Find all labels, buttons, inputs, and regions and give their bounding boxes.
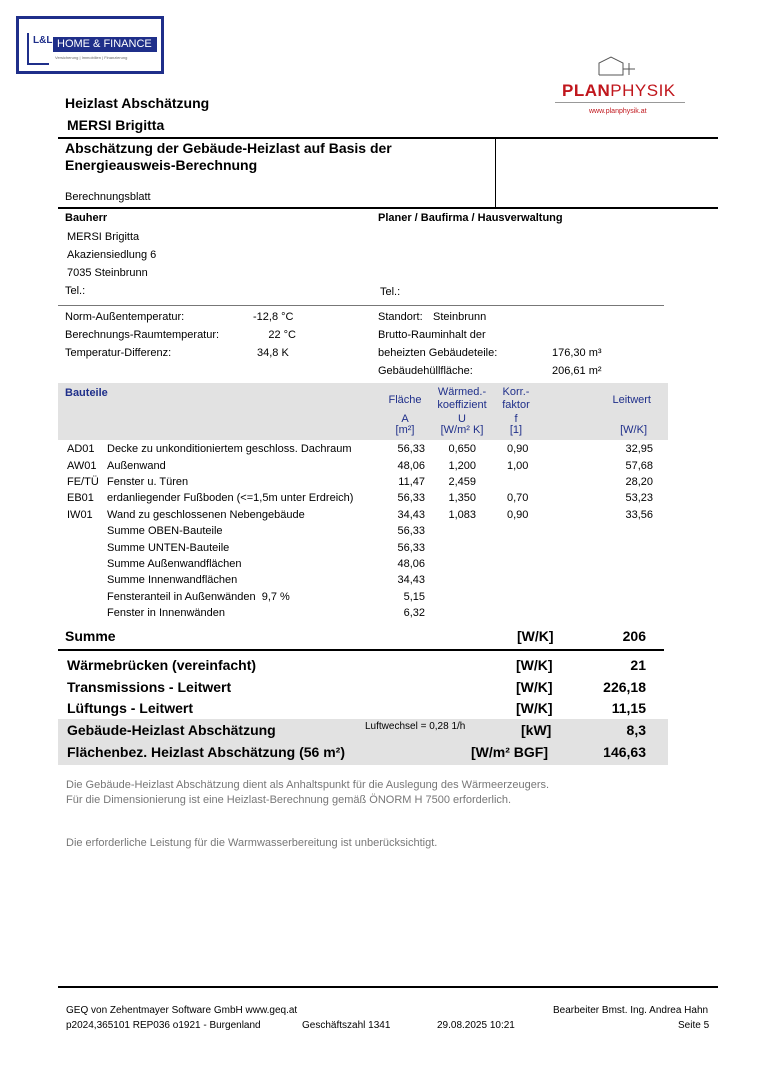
- row-code: AW01: [67, 460, 97, 472]
- footer-software: GEQ von Zehentmayer Software GmbH www.geq.at: [66, 1005, 298, 1016]
- table-header: [58, 383, 668, 440]
- header-bauteile: Bauteile: [65, 387, 108, 399]
- row-lw: 57,68: [625, 460, 653, 472]
- header-korr-1: Korr.-: [502, 386, 530, 398]
- row-desc: Fenster in Innenwänden: [107, 607, 226, 619]
- header-waerme-2: koeffizient: [437, 399, 487, 411]
- row-desc: Summe Innenwandflächen: [107, 574, 238, 586]
- logo-physik: PHYSIK: [610, 81, 676, 100]
- row-desc: erdanliegender Fußboden (<=1,5m unter Erdreich): [107, 492, 354, 504]
- row-desc: Summe OBEN-Bauteile: [107, 525, 223, 537]
- owner-label: Bauherr: [65, 212, 108, 224]
- result-value: 21: [630, 657, 646, 673]
- row-u: 1,200: [448, 460, 476, 472]
- row-u: 1,350: [448, 492, 476, 504]
- note-1: Die Gebäude-Heizlast Abschätzung dient als Anhaltspunkt für die Auslegung des Wärmeerzeugers.: [66, 779, 550, 791]
- row-area: 56,33: [397, 492, 425, 504]
- result-label: Gebäude-Heizlast Abschätzung: [67, 722, 276, 738]
- row-u: 2,459: [448, 476, 476, 488]
- row-lw: 33,56: [625, 509, 653, 521]
- row-desc: Wand zu geschlossenen Nebengebäude: [107, 509, 305, 521]
- row-desc: Decke zu unkonditioniertem geschloss. Dachraum: [107, 443, 352, 455]
- house-icon: [595, 55, 639, 77]
- row-lw: 32,95: [625, 443, 653, 455]
- footer-page: Seite 5: [678, 1020, 710, 1031]
- header-korr-2: faktor: [502, 399, 530, 411]
- row-area: 48,06: [397, 558, 425, 570]
- page-title: Heizlast Abschätzung: [65, 95, 210, 111]
- owner-name: MERSI Brigitta: [67, 231, 140, 243]
- row-area: 56,33: [397, 525, 425, 537]
- result-value: 11,15: [611, 700, 646, 716]
- volume-label-2: beheizten Gebäudeteile:: [378, 347, 498, 359]
- logo-letters: L&L: [33, 35, 53, 46]
- row-area: 48,06: [397, 460, 425, 472]
- note-2: Für die Dimensionierung ist eine Heizlast-Berechnung gemäß ÖNORM H 7500 erforderlich.: [66, 794, 512, 806]
- owner-city: 7035 Steinbrunn: [67, 267, 148, 279]
- row-desc: Fensteranteil in Außenwänden 9,7 %: [107, 591, 290, 603]
- result-value: 146,63: [603, 744, 646, 760]
- header-leitwert-unit: [W/K]: [620, 424, 647, 436]
- row-lw: 53,23: [625, 492, 653, 504]
- result-unit: [W/K]: [516, 657, 553, 673]
- volume-label-1: Brutto-Rauminhalt der: [378, 329, 486, 341]
- header-korr-unit: [1]: [509, 424, 523, 436]
- result-label: Wärmebrücken (vereinfacht): [67, 657, 257, 673]
- row-desc: Summe Außenwandflächen: [107, 558, 242, 570]
- norm-temp-label: Norm-Außentemperatur:: [65, 311, 185, 323]
- summe-value: 206: [622, 628, 646, 644]
- summe-unit: [W/K]: [517, 628, 554, 644]
- result-label: Transmissions - Leitwert: [67, 679, 232, 695]
- footer-project: p2024,365101 REP036 o1921 - Burgenland: [66, 1020, 261, 1031]
- client-title: MERSI Brigitta: [67, 117, 165, 133]
- norm-temp-value: -12,8 °C: [253, 311, 294, 323]
- logo-plan: PLAN: [562, 81, 611, 100]
- result-label: Lüftungs - Leitwert: [67, 700, 193, 716]
- row-area: 34,43: [397, 509, 425, 521]
- owner-tel: Tel.:: [65, 285, 86, 297]
- box-heading-1: Abschätzung der Gebäude-Heizlast auf Basis der: [65, 140, 392, 156]
- row-desc: Summe UNTEN-Bauteile: [107, 542, 230, 554]
- room-temp-value: 22 °C: [268, 329, 296, 341]
- result-label: Flächenbez. Heizlast Abschätzung (56 m²): [67, 744, 345, 760]
- result-unit: [W/K]: [516, 700, 553, 716]
- header-korr-sym: f: [514, 413, 518, 425]
- area-label: Gebäudehüllfläche:: [378, 365, 473, 377]
- row-f: 0,90: [507, 443, 529, 455]
- row-desc: Fenster u. Türen: [107, 476, 189, 488]
- row-lw: 28,20: [625, 476, 653, 488]
- result-value: 226,18: [603, 679, 646, 695]
- row-area: 56,33: [397, 542, 425, 554]
- logo-tagline: Versicherung | Immobilien | Finanzierung: [55, 55, 128, 60]
- row-code: EB01: [67, 492, 94, 504]
- row-code: IW01: [67, 509, 93, 521]
- temp-diff-value: 34,8 K: [257, 347, 289, 359]
- result-unit: [W/K]: [516, 679, 553, 695]
- header-flaeche-unit: [m²]: [395, 424, 415, 436]
- row-f: 1,00: [507, 460, 529, 472]
- row-area: 56,33: [397, 443, 425, 455]
- row-desc: Außenwand: [107, 460, 166, 472]
- box-sub: Berechnungsblatt: [65, 191, 151, 203]
- logo-url: www.planphysik.at: [589, 108, 647, 115]
- result-value: 8,3: [626, 722, 646, 738]
- box-heading-2: Energieausweis-Berechnung: [65, 157, 258, 173]
- footer-gz: Geschäftszahl 1341: [302, 1020, 391, 1031]
- room-temp-label: Berechnungs-Raumtemperatur:: [65, 329, 220, 341]
- row-area: 34,43: [397, 574, 425, 586]
- owner-street: Akaziensiedlung 6: [67, 249, 157, 261]
- row-area: 5,15: [403, 591, 425, 603]
- header-flaeche-sym: A: [401, 413, 409, 425]
- row-u: 1,083: [448, 509, 476, 521]
- header-leitwert: Leitwert: [612, 394, 651, 406]
- site-label: Standort:: [378, 311, 423, 323]
- planphysik-logo: [555, 55, 685, 121]
- footer-editor: Bearbeiter Bmst. Ing. Andrea Hahn: [553, 1005, 709, 1016]
- note-3: Die erforderliche Leistung für die Warmwasserbereitung ist unberücksichtigt.: [66, 837, 438, 849]
- row-code: FE/TÜ: [67, 476, 99, 488]
- row-area: 11,47: [398, 476, 425, 488]
- row-f: 0,70: [507, 492, 529, 504]
- row-f: 0,90: [507, 509, 529, 521]
- row-area: 6,32: [403, 607, 425, 619]
- company-logo: [16, 16, 164, 74]
- footer-date: 29.08.2025 10:21: [437, 1020, 515, 1031]
- area-value: 206,61 m²: [552, 365, 602, 377]
- header-waerme-unit: [W/m² K]: [440, 424, 484, 436]
- result-unit: [kW]: [521, 722, 552, 738]
- row-code: AD01: [67, 443, 95, 455]
- site-value: Steinbrunn: [433, 311, 487, 323]
- volume-value: 176,30 m³: [552, 347, 602, 359]
- header-flaeche: Fläche: [388, 394, 422, 406]
- result-unit: [W/m² BGF]: [471, 744, 548, 760]
- logo-name: HOME & FINANCE: [57, 38, 152, 50]
- header-waerme-1: Wärmed.-: [437, 386, 487, 398]
- row-u: 0,650: [448, 443, 476, 455]
- header-waerme-sym: U: [458, 413, 466, 425]
- summe-label: Summe: [65, 628, 116, 644]
- planner-label: Planer / Baufirma / Hausverwaltung: [378, 212, 563, 224]
- temp-diff-label: Temperatur-Differenz:: [65, 347, 172, 359]
- planner-tel: Tel.:: [380, 286, 401, 298]
- result-note: Luftwechsel = 0,28 1/h: [365, 721, 466, 732]
